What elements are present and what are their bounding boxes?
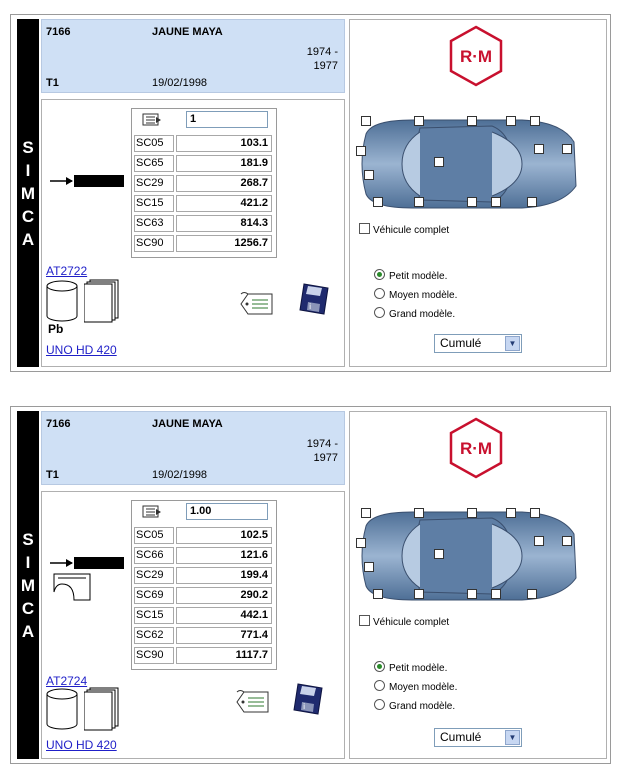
chevron-down-icon[interactable]: ▼ <box>505 336 520 351</box>
panel-hotspot[interactable] <box>414 116 424 126</box>
quantity-input[interactable]: 1.00 <box>186 503 268 520</box>
brand-letter: S <box>22 137 34 157</box>
year-end: 1977 <box>313 60 338 72</box>
component-code: SC15 <box>134 607 174 624</box>
tint-code: T1 <box>46 77 59 89</box>
lead-indicator: Pb <box>48 322 64 336</box>
component-code: SC29 <box>134 567 174 584</box>
panel-hotspot[interactable] <box>356 146 366 156</box>
panel-hotspot[interactable] <box>530 508 540 518</box>
component-weight: 121.6 <box>176 547 272 564</box>
component-weight: 103.1 <box>176 135 272 152</box>
year-start: 1974 - <box>306 438 338 450</box>
panel-hotspot[interactable] <box>364 170 374 180</box>
panel-hotspot[interactable] <box>527 589 537 599</box>
panel-hotspot[interactable] <box>361 116 371 126</box>
reference-link[interactable]: AT2722 <box>46 264 88 278</box>
rm-logo <box>448 25 504 87</box>
documents-icon <box>84 278 122 324</box>
medium-model-label: Moyen modèle. <box>389 682 458 693</box>
panel-hotspot[interactable] <box>491 589 501 599</box>
panel-hotspot[interactable] <box>434 157 444 167</box>
list-icon <box>142 113 162 127</box>
color-code: 7166 <box>46 26 71 38</box>
small-model-radio[interactable] <box>374 269 385 280</box>
vehicle-panel <box>349 411 607 759</box>
brand-letter: A <box>21 229 35 249</box>
component-code: SC63 <box>134 215 174 232</box>
component-weight: 771.4 <box>176 627 272 644</box>
vehicle-complete-checkbox[interactable] <box>359 223 370 234</box>
quantity-input[interactable]: 1 <box>186 111 268 128</box>
mode-select[interactable] <box>434 334 522 353</box>
floppy-disk-icon[interactable] <box>292 682 326 716</box>
car-diagram <box>352 114 580 214</box>
brand-letter: I <box>25 552 31 572</box>
fender-part-icon <box>52 570 92 604</box>
chevron-down-icon[interactable]: ▼ <box>505 730 520 745</box>
component-code: SC90 <box>134 647 174 664</box>
mode-select-value: Cumulé <box>440 730 482 744</box>
color-name: JAUNE MAYA <box>152 26 223 38</box>
small-model-label: Petit modèle. <box>389 271 448 282</box>
brand-bar <box>17 19 39 367</box>
rm-logo <box>448 417 504 479</box>
panel-hotspot[interactable] <box>491 197 501 207</box>
brand-letter: M <box>20 183 36 203</box>
brand-letter: M <box>20 575 36 595</box>
formula-panel <box>41 491 345 759</box>
component-weight: 421.2 <box>176 195 272 212</box>
product-link[interactable]: UNO HD 420 <box>46 738 117 752</box>
vehicle-panel <box>349 19 607 367</box>
swatch-bar-icon <box>50 556 126 570</box>
component-weight: 442.1 <box>176 607 272 624</box>
panel-hotspot[interactable] <box>467 116 477 126</box>
component-code: SC05 <box>134 527 174 544</box>
formula-panel <box>41 99 345 367</box>
component-code: SC29 <box>134 175 174 192</box>
paint-formula-card-1 <box>10 14 611 372</box>
component-code: SC90 <box>134 235 174 252</box>
panel-hotspot[interactable] <box>467 197 477 207</box>
brand-letter: S <box>22 529 34 549</box>
panel-hotspot[interactable] <box>527 197 537 207</box>
year-end: 1977 <box>313 452 338 464</box>
small-model-radio[interactable] <box>374 661 385 672</box>
medium-model-radio[interactable] <box>374 288 385 299</box>
list-icon <box>142 505 162 519</box>
mode-select[interactable] <box>434 728 522 747</box>
tint-code: T1 <box>46 469 59 481</box>
component-weight: 814.3 <box>176 215 272 232</box>
vehicle-complete-checkbox[interactable] <box>359 615 370 626</box>
panel-hotspot[interactable] <box>361 508 371 518</box>
component-weight: 290.2 <box>176 587 272 604</box>
large-model-label: Grand modèle. <box>389 701 456 712</box>
brand-letter: C <box>21 598 35 618</box>
panel-hotspot[interactable] <box>373 589 383 599</box>
component-weight: 102.5 <box>176 527 272 544</box>
svg-text:i: i <box>303 702 306 711</box>
panel-hotspot[interactable] <box>373 197 383 207</box>
reference-link[interactable]: AT2724 <box>46 674 88 688</box>
panel-hotspot[interactable] <box>356 538 366 548</box>
component-code: SC65 <box>134 155 174 172</box>
vehicle-complete-label: Véhicule complet <box>373 617 450 628</box>
vehicle-complete-label: Véhicule complet <box>373 225 450 236</box>
component-weight: 1256.7 <box>176 235 272 252</box>
panel-hotspot[interactable] <box>414 508 424 518</box>
medium-model-radio[interactable] <box>374 680 385 691</box>
component-code: SC05 <box>134 135 174 152</box>
component-code: SC69 <box>134 587 174 604</box>
documents-icon <box>84 686 122 732</box>
year-range <box>307 45 338 73</box>
component-weight: 199.4 <box>176 567 272 584</box>
formula-date: 19/02/1998 <box>152 469 208 481</box>
component-code: SC62 <box>134 627 174 644</box>
svg-text:R·M: R·M <box>459 47 493 66</box>
color-code: 7166 <box>46 418 71 430</box>
brand-bar <box>17 411 39 759</box>
year-start: 1974 - <box>306 46 338 58</box>
brand-letter: A <box>21 621 35 641</box>
panel-hotspot[interactable] <box>414 589 424 599</box>
panel-hotspot[interactable] <box>562 536 572 546</box>
svg-text:R·M: R·M <box>459 439 493 458</box>
component-code: SC15 <box>134 195 174 212</box>
panel-hotspot[interactable] <box>530 116 540 126</box>
panel-hotspot[interactable] <box>534 536 544 546</box>
medium-model-label: Moyen modèle. <box>389 290 458 301</box>
label-tag-icon[interactable] <box>240 290 274 318</box>
panel-hotspot[interactable] <box>562 144 572 154</box>
panel-hotspot[interactable] <box>467 589 477 599</box>
brand-letter: I <box>25 160 31 180</box>
product-link[interactable]: UNO HD 420 <box>46 343 117 357</box>
component-weight: 268.7 <box>176 175 272 192</box>
panel-hotspot[interactable] <box>467 508 477 518</box>
car-diagram <box>352 506 580 606</box>
small-model-label: Petit modèle. <box>389 663 448 674</box>
mode-select-value: Cumulé <box>440 336 482 350</box>
swatch-bar-icon <box>50 174 126 188</box>
year-range <box>307 437 338 465</box>
color-name: JAUNE MAYA <box>152 418 223 430</box>
large-model-label: Grand modèle. <box>389 309 456 320</box>
panel-hotspot[interactable] <box>506 116 516 126</box>
panel-hotspot[interactable] <box>506 508 516 518</box>
panel-hotspot[interactable] <box>414 197 424 207</box>
formula-table <box>131 108 277 258</box>
large-model-radio[interactable] <box>374 699 385 710</box>
svg-text:i: i <box>309 302 312 311</box>
color-info-panel <box>41 19 345 93</box>
paint-formula-card-2 <box>10 406 611 764</box>
panel-hotspot[interactable] <box>364 562 374 572</box>
label-tag-icon[interactable] <box>236 688 270 716</box>
formula-date: 19/02/1998 <box>152 77 208 89</box>
component-weight: 1117.7 <box>176 647 272 664</box>
floppy-disk-icon[interactable] <box>298 282 332 316</box>
brand-letter: C <box>21 206 35 226</box>
color-info-panel <box>41 411 345 485</box>
panel-hotspot[interactable] <box>534 144 544 154</box>
panel-hotspot[interactable] <box>434 549 444 559</box>
formula-table <box>131 500 277 670</box>
component-weight: 181.9 <box>176 155 272 172</box>
component-code: SC66 <box>134 547 174 564</box>
large-model-radio[interactable] <box>374 307 385 318</box>
